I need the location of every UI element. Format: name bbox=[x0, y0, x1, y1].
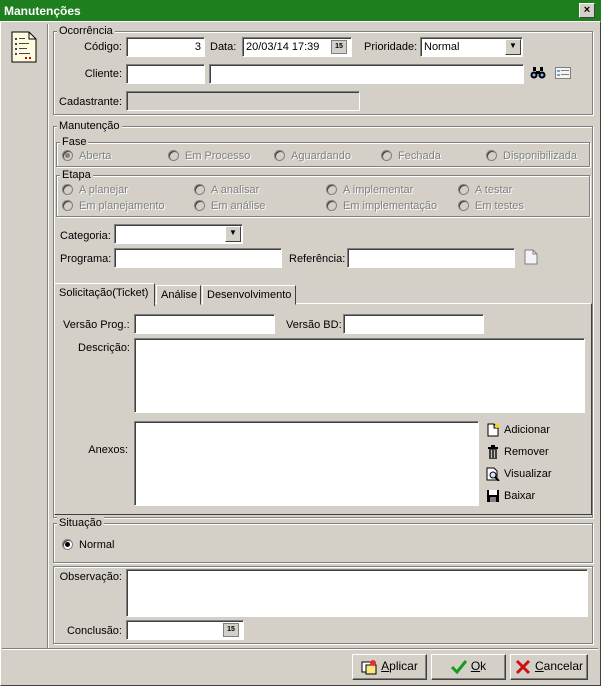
categoria-dropdown-button[interactable] bbox=[225, 226, 241, 242]
baixar-button[interactable] bbox=[486, 488, 535, 504]
magnifier-document-icon bbox=[486, 467, 500, 481]
ok-accelerator: O bbox=[470, 659, 481, 673]
visualizar-label: Visualizar bbox=[504, 468, 552, 480]
tab-analise[interactable] bbox=[156, 285, 201, 305]
calendar-icon[interactable]: 15 bbox=[331, 40, 347, 54]
etapa-group-label: Etapa bbox=[62, 169, 91, 181]
trash-icon bbox=[486, 445, 500, 459]
ok-button[interactable] bbox=[431, 654, 506, 680]
anexos-label: Anexos: bbox=[88, 444, 128, 456]
tab-solicitacao[interactable] bbox=[54, 283, 155, 306]
prioridade-label: Prioridade: bbox=[364, 41, 418, 53]
chevron-down-icon: ▼ bbox=[509, 41, 517, 50]
new-page-icon[interactable] bbox=[524, 249, 538, 265]
etapa-radio-em-analise bbox=[194, 200, 205, 211]
etapa-option-a-testar: A testar bbox=[475, 184, 513, 196]
fase-radio-aberta bbox=[62, 150, 73, 161]
etapa-option-em-analise: Em análise bbox=[211, 200, 266, 212]
cancelar-accelerator: C bbox=[534, 659, 544, 673]
etapa-option-a-planejar: A planejar bbox=[79, 184, 128, 196]
versao-prog-field[interactable] bbox=[134, 314, 275, 334]
categoria-select[interactable] bbox=[114, 224, 243, 244]
codigo-field[interactable]: 3 bbox=[126, 37, 205, 57]
aplicar-label: plicar bbox=[389, 659, 418, 673]
fase-radio-disponibilizada bbox=[486, 150, 497, 161]
fase-radio-fechada bbox=[381, 150, 392, 161]
binoculars-search-icon[interactable] bbox=[530, 66, 546, 80]
document-list-icon bbox=[11, 31, 37, 63]
fase-option-fechada: Fechada bbox=[398, 150, 441, 162]
anexos-list[interactable] bbox=[134, 421, 479, 506]
cliente-name-field[interactable] bbox=[209, 64, 524, 84]
tab-label: Solicitação(Ticket) bbox=[59, 287, 149, 299]
fase-option-aguardando: Aguardando bbox=[291, 150, 351, 162]
programa-field[interactable] bbox=[114, 248, 282, 268]
adicionar-button[interactable] bbox=[486, 422, 550, 438]
descricao-label: Descrição: bbox=[78, 342, 130, 354]
versao-bd-label: Versão BD: bbox=[286, 319, 342, 331]
left-strip bbox=[2, 22, 46, 646]
programa-label: Programa: bbox=[60, 253, 112, 265]
ocorrencia-group-label: Ocorrência bbox=[59, 25, 113, 37]
data-label: Data: bbox=[210, 41, 237, 53]
aplicar-accelerator: A bbox=[381, 659, 390, 673]
versao-prog-label: Versão Prog.: bbox=[63, 319, 130, 331]
aplicar-button[interactable] bbox=[352, 654, 427, 680]
cadastrante-field bbox=[126, 91, 360, 111]
ok-label: k bbox=[480, 659, 487, 673]
tab-label: Desenvolvimento bbox=[207, 289, 292, 301]
prioridade-dropdown-button[interactable] bbox=[505, 39, 521, 55]
etapa-radio-a-implementar bbox=[326, 184, 337, 195]
fase-option-em-processo: Em Processo bbox=[185, 150, 251, 162]
cancelar-label: ancelar bbox=[543, 659, 584, 673]
categoria-label: Categoria: bbox=[60, 230, 111, 242]
versao-bd-field[interactable] bbox=[343, 314, 484, 334]
details-card-icon[interactable] bbox=[555, 67, 571, 79]
data-value: 20/03/14 17:39 bbox=[246, 41, 320, 53]
visualizar-button[interactable] bbox=[486, 466, 552, 482]
new-document-icon bbox=[486, 423, 500, 437]
fase-option-disponibilizada: Disponibilizada bbox=[503, 150, 577, 162]
etapa-option-em-planejamento: Em planejamento bbox=[79, 200, 165, 212]
etapa-radio-em-testes bbox=[458, 200, 469, 211]
codigo-label: Código: bbox=[84, 41, 122, 53]
manutencao-group-label: Manutenção bbox=[59, 120, 120, 132]
tab-label: Análise bbox=[161, 289, 198, 301]
cadastrante-label: Cadastrante: bbox=[59, 96, 122, 108]
cancelar-button[interactable] bbox=[510, 654, 588, 680]
close-icon: × bbox=[583, 4, 591, 16]
close-button[interactable] bbox=[579, 3, 595, 18]
remover-label: Remover bbox=[504, 446, 549, 458]
vertical-divider bbox=[47, 24, 49, 648]
fase-radio-aguardando bbox=[274, 150, 285, 161]
cliente-code-field[interactable] bbox=[126, 64, 205, 84]
referencia-label: Referência: bbox=[289, 253, 346, 265]
situacao-group bbox=[53, 523, 593, 563]
remover-button[interactable] bbox=[486, 444, 549, 460]
calendar-icon[interactable] bbox=[223, 623, 239, 637]
etapa-radio-a-analisar bbox=[194, 184, 205, 195]
situacao-radio-normal[interactable] bbox=[62, 539, 73, 550]
observacao-label: Observação: bbox=[59, 571, 122, 583]
adicionar-label: Adicionar bbox=[504, 424, 550, 436]
window-title: Manutenções bbox=[4, 4, 81, 18]
observacao-textarea[interactable] bbox=[126, 569, 588, 617]
calendar-icon-glyph: 15 bbox=[227, 626, 235, 633]
fase-radio-em-processo bbox=[168, 150, 179, 161]
chevron-down-icon: ▼ bbox=[229, 228, 237, 237]
etapa-radio-em-implementacao bbox=[326, 200, 337, 211]
baixar-label: Baixar bbox=[504, 490, 536, 502]
prioridade-value: Normal bbox=[424, 41, 460, 53]
tab-desenvolvimento[interactable] bbox=[202, 285, 296, 305]
situacao-group-label: Situação bbox=[59, 517, 102, 529]
checkmark-icon bbox=[451, 659, 467, 675]
x-cancel-icon bbox=[515, 659, 531, 675]
etapa-radio-em-planejamento bbox=[62, 200, 73, 211]
referencia-field[interactable] bbox=[347, 248, 515, 268]
floppy-disk-icon bbox=[486, 489, 500, 503]
conclusao-label: Conclusão: bbox=[66, 625, 122, 637]
etapa-option-em-implementacao: Em implementação bbox=[343, 200, 438, 212]
cliente-label: Cliente: bbox=[84, 68, 122, 80]
window-title-bar[interactable] bbox=[0, 0, 601, 21]
etapa-radio-a-testar bbox=[458, 184, 469, 195]
etapa-option-em-testes: Em testes bbox=[475, 200, 524, 212]
apply-icon bbox=[361, 659, 377, 675]
etapa-option-a-analisar: A analisar bbox=[211, 184, 260, 196]
footer-divider bbox=[2, 648, 598, 650]
fase-group-label: Fase bbox=[62, 136, 87, 148]
etapa-radio-a-planejar bbox=[62, 184, 73, 195]
situacao-option-normal: Normal bbox=[79, 539, 115, 551]
fase-option-aberta: Aberta bbox=[79, 150, 112, 162]
etapa-option-a-implementar: A implementar bbox=[343, 184, 414, 196]
descricao-textarea[interactable] bbox=[134, 338, 585, 413]
